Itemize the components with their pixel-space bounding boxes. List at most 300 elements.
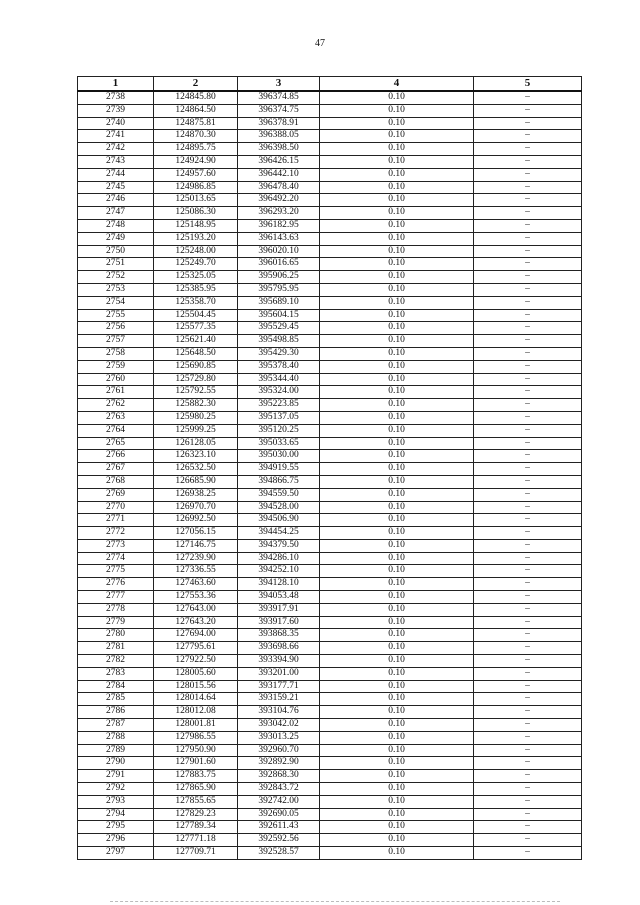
- x-coordinate-cell: 125248.00: [154, 245, 238, 258]
- table-row: [78, 655, 582, 668]
- note-cell: –: [474, 181, 582, 194]
- note-cell: –: [474, 552, 582, 565]
- accuracy-cell: 0.10: [320, 130, 474, 143]
- x-coordinate-cell: 127643.20: [154, 616, 238, 629]
- note-cell: –: [474, 501, 582, 514]
- accuracy-cell: 0.10: [320, 155, 474, 168]
- accuracy-cell: 0.10: [320, 693, 474, 706]
- x-coordinate-cell: 126938.25: [154, 488, 238, 501]
- point-number-cell: 2768: [78, 475, 154, 488]
- point-number-cell: 2749: [78, 232, 154, 245]
- x-coordinate-cell: 126685.90: [154, 475, 238, 488]
- point-number-cell: 2790: [78, 757, 154, 770]
- point-number-cell: 2769: [78, 488, 154, 501]
- note-cell: –: [474, 296, 582, 309]
- table-row: [78, 501, 582, 514]
- table-row: [78, 565, 582, 578]
- x-coordinate-cell: 127056.15: [154, 527, 238, 540]
- accuracy-cell: 0.10: [320, 655, 474, 668]
- point-number-cell: 2779: [78, 616, 154, 629]
- y-coordinate-cell: 396020.10: [238, 245, 320, 258]
- note-cell: –: [474, 450, 582, 463]
- note-cell: –: [474, 219, 582, 232]
- table-row: [78, 411, 582, 424]
- table-row: [78, 808, 582, 821]
- x-coordinate-cell: 124864.50: [154, 104, 238, 117]
- point-number-cell: 2773: [78, 539, 154, 552]
- note-cell: –: [474, 770, 582, 783]
- point-number-cell: 2741: [78, 130, 154, 143]
- y-coordinate-cell: 392528.57: [238, 847, 320, 860]
- y-coordinate-cell: 395529.45: [238, 322, 320, 335]
- note-cell: –: [474, 335, 582, 348]
- point-number-cell: 2759: [78, 360, 154, 373]
- table-row: [78, 578, 582, 591]
- y-coordinate-cell: 392892.90: [238, 757, 320, 770]
- accuracy-cell: 0.10: [320, 322, 474, 335]
- accuracy-cell: 0.10: [320, 181, 474, 194]
- y-coordinate-cell: 395344.40: [238, 373, 320, 386]
- y-coordinate-cell: 396182.95: [238, 219, 320, 232]
- note-cell: –: [474, 757, 582, 770]
- table-row: [78, 527, 582, 540]
- accuracy-cell: 0.10: [320, 437, 474, 450]
- y-coordinate-cell: 393159.21: [238, 693, 320, 706]
- x-coordinate-cell: 125999.25: [154, 424, 238, 437]
- x-coordinate-cell: 127694.00: [154, 629, 238, 642]
- note-cell: –: [474, 527, 582, 540]
- accuracy-cell: 0.10: [320, 642, 474, 655]
- accuracy-cell: 0.10: [320, 194, 474, 207]
- y-coordinate-cell: 395030.00: [238, 450, 320, 463]
- point-number-cell: 2783: [78, 667, 154, 680]
- accuracy-cell: 0.10: [320, 501, 474, 514]
- y-coordinate-cell: 393201.00: [238, 667, 320, 680]
- y-coordinate-cell: 395120.25: [238, 424, 320, 437]
- y-coordinate-cell: 396293.20: [238, 207, 320, 220]
- note-cell: –: [474, 399, 582, 412]
- point-number-cell: 2754: [78, 296, 154, 309]
- note-cell: –: [474, 655, 582, 668]
- accuracy-cell: 0.10: [320, 309, 474, 322]
- table-row: [78, 219, 582, 232]
- table-row: [78, 552, 582, 565]
- x-coordinate-cell: 125325.05: [154, 271, 238, 284]
- x-coordinate-cell: 128001.81: [154, 719, 238, 732]
- accuracy-cell: 0.10: [320, 527, 474, 540]
- x-coordinate-cell: 127771.18: [154, 834, 238, 847]
- table-row: [78, 719, 582, 732]
- note-cell: –: [474, 322, 582, 335]
- table-row: [78, 744, 582, 757]
- accuracy-cell: 0.10: [320, 232, 474, 245]
- x-coordinate-cell: 125148.95: [154, 219, 238, 232]
- point-number-cell: 2763: [78, 411, 154, 424]
- table-row: [78, 450, 582, 463]
- point-number-cell: 2750: [78, 245, 154, 258]
- note-cell: –: [474, 117, 582, 130]
- x-coordinate-cell: 127865.90: [154, 783, 238, 796]
- y-coordinate-cell: 396426.15: [238, 155, 320, 168]
- table-row: [78, 296, 582, 309]
- accuracy-cell: 0.10: [320, 565, 474, 578]
- note-cell: –: [474, 347, 582, 360]
- note-cell: –: [474, 808, 582, 821]
- point-number-cell: 2744: [78, 168, 154, 181]
- y-coordinate-cell: 392592.56: [238, 834, 320, 847]
- table-row: [78, 335, 582, 348]
- table-row: [78, 437, 582, 450]
- accuracy-cell: 0.10: [320, 91, 474, 104]
- x-coordinate-cell: 127789.34: [154, 821, 238, 834]
- point-number-cell: 2746: [78, 194, 154, 207]
- note-cell: –: [474, 565, 582, 578]
- accuracy-cell: 0.10: [320, 616, 474, 629]
- accuracy-cell: 0.10: [320, 335, 474, 348]
- accuracy-cell: 0.10: [320, 283, 474, 296]
- point-number-cell: 2774: [78, 552, 154, 565]
- x-coordinate-cell: 127883.75: [154, 770, 238, 783]
- point-number-cell: 2766: [78, 450, 154, 463]
- accuracy-cell: 0.10: [320, 744, 474, 757]
- point-number-cell: 2743: [78, 155, 154, 168]
- x-coordinate-cell: 126992.50: [154, 514, 238, 527]
- note-cell: –: [474, 168, 582, 181]
- note-cell: –: [474, 232, 582, 245]
- accuracy-cell: 0.10: [320, 706, 474, 719]
- point-number-cell: 2796: [78, 834, 154, 847]
- point-number-cell: 2788: [78, 731, 154, 744]
- x-coordinate-cell: 125504.45: [154, 309, 238, 322]
- y-coordinate-cell: 395033.65: [238, 437, 320, 450]
- y-coordinate-cell: 395137.05: [238, 411, 320, 424]
- note-cell: –: [474, 514, 582, 527]
- accuracy-cell: 0.10: [320, 245, 474, 258]
- accuracy-cell: 0.10: [320, 450, 474, 463]
- point-number-cell: 2764: [78, 424, 154, 437]
- x-coordinate-cell: 125193.20: [154, 232, 238, 245]
- x-coordinate-cell: 127146.75: [154, 539, 238, 552]
- y-coordinate-cell: 394528.00: [238, 501, 320, 514]
- x-coordinate-cell: 124870.30: [154, 130, 238, 143]
- note-cell: –: [474, 680, 582, 693]
- table-row: [78, 168, 582, 181]
- accuracy-cell: 0.10: [320, 258, 474, 271]
- x-coordinate-cell: 126970.70: [154, 501, 238, 514]
- table-row: [78, 232, 582, 245]
- accuracy-cell: 0.10: [320, 808, 474, 821]
- y-coordinate-cell: 395906.25: [238, 271, 320, 284]
- x-coordinate-cell: 125086.30: [154, 207, 238, 220]
- point-number-cell: 2761: [78, 386, 154, 399]
- y-coordinate-cell: 393177.71: [238, 680, 320, 693]
- point-number-cell: 2753: [78, 283, 154, 296]
- y-coordinate-cell: 394379.50: [238, 539, 320, 552]
- note-cell: –: [474, 706, 582, 719]
- y-coordinate-cell: 393104.76: [238, 706, 320, 719]
- note-cell: –: [474, 578, 582, 591]
- point-number-cell: 2752: [78, 271, 154, 284]
- table-row: [78, 130, 582, 143]
- y-coordinate-cell: 395429.30: [238, 347, 320, 360]
- table-row: [78, 642, 582, 655]
- accuracy-cell: 0.10: [320, 117, 474, 130]
- y-coordinate-cell: 393868.35: [238, 629, 320, 642]
- note-cell: –: [474, 642, 582, 655]
- table-row: [78, 207, 582, 220]
- accuracy-cell: 0.10: [320, 373, 474, 386]
- accuracy-cell: 0.10: [320, 207, 474, 220]
- point-number-cell: 2777: [78, 591, 154, 604]
- table-row: [78, 309, 582, 322]
- note-cell: –: [474, 847, 582, 860]
- note-cell: –: [474, 667, 582, 680]
- x-coordinate-cell: 125729.80: [154, 373, 238, 386]
- note-cell: –: [474, 463, 582, 476]
- point-number-cell: 2782: [78, 655, 154, 668]
- x-coordinate-cell: 126128.05: [154, 437, 238, 450]
- x-coordinate-cell: 124924.90: [154, 155, 238, 168]
- y-coordinate-cell: 395795.95: [238, 283, 320, 296]
- x-coordinate-cell: 128014.64: [154, 693, 238, 706]
- accuracy-cell: 0.10: [320, 783, 474, 796]
- y-coordinate-cell: 393698.66: [238, 642, 320, 655]
- point-number-cell: 2791: [78, 770, 154, 783]
- table-row: [78, 117, 582, 130]
- point-number-cell: 2770: [78, 501, 154, 514]
- note-cell: –: [474, 143, 582, 156]
- table-row: [78, 847, 582, 860]
- accuracy-cell: 0.10: [320, 296, 474, 309]
- y-coordinate-cell: 396398.50: [238, 143, 320, 156]
- accuracy-cell: 0.10: [320, 834, 474, 847]
- table-row: [78, 757, 582, 770]
- y-coordinate-cell: 395604.15: [238, 309, 320, 322]
- point-number-cell: 2772: [78, 527, 154, 540]
- point-number-cell: 2787: [78, 719, 154, 732]
- table-row: [78, 424, 582, 437]
- y-coordinate-cell: 395324.00: [238, 386, 320, 399]
- x-coordinate-cell: 127829.23: [154, 808, 238, 821]
- x-coordinate-cell: 125980.25: [154, 411, 238, 424]
- x-coordinate-cell: 125358.70: [154, 296, 238, 309]
- point-number-cell: 2740: [78, 117, 154, 130]
- x-coordinate-cell: 127463.60: [154, 578, 238, 591]
- note-cell: –: [474, 731, 582, 744]
- point-number-cell: 2785: [78, 693, 154, 706]
- point-number-cell: 2781: [78, 642, 154, 655]
- table-row: [78, 488, 582, 501]
- table-row: [78, 693, 582, 706]
- point-number-cell: 2792: [78, 783, 154, 796]
- table-row: [78, 194, 582, 207]
- point-number-cell: 2757: [78, 335, 154, 348]
- y-coordinate-cell: 396478.40: [238, 181, 320, 194]
- y-coordinate-cell: 393042.02: [238, 719, 320, 732]
- x-coordinate-cell: 127901.60: [154, 757, 238, 770]
- note-cell: –: [474, 245, 582, 258]
- note-cell: –: [474, 373, 582, 386]
- column-header-2: 2: [154, 77, 238, 92]
- note-cell: –: [474, 603, 582, 616]
- table-row: [78, 104, 582, 117]
- table-row: [78, 591, 582, 604]
- accuracy-cell: 0.10: [320, 847, 474, 860]
- table-row: [78, 91, 582, 104]
- x-coordinate-cell: 127336.55: [154, 565, 238, 578]
- table-row: [78, 271, 582, 284]
- note-cell: –: [474, 437, 582, 450]
- x-coordinate-cell: 125792.55: [154, 386, 238, 399]
- note-cell: –: [474, 821, 582, 834]
- point-number-cell: 2786: [78, 706, 154, 719]
- table-row: [78, 143, 582, 156]
- x-coordinate-cell: 125882.30: [154, 399, 238, 412]
- accuracy-cell: 0.10: [320, 386, 474, 399]
- note-cell: –: [474, 104, 582, 117]
- note-cell: –: [474, 539, 582, 552]
- y-coordinate-cell: 393013.25: [238, 731, 320, 744]
- point-number-cell: 2762: [78, 399, 154, 412]
- x-coordinate-cell: 128015.56: [154, 680, 238, 693]
- accuracy-cell: 0.10: [320, 591, 474, 604]
- y-coordinate-cell: 394919.55: [238, 463, 320, 476]
- point-number-cell: 2745: [78, 181, 154, 194]
- x-coordinate-cell: 127986.55: [154, 731, 238, 744]
- point-number-cell: 2778: [78, 603, 154, 616]
- table-row: [78, 514, 582, 527]
- y-coordinate-cell: 392742.00: [238, 795, 320, 808]
- point-number-cell: 2789: [78, 744, 154, 757]
- y-coordinate-cell: 396374.85: [238, 91, 320, 104]
- note-cell: –: [474, 591, 582, 604]
- table-row: [78, 539, 582, 552]
- accuracy-cell: 0.10: [320, 821, 474, 834]
- x-coordinate-cell: 125385.95: [154, 283, 238, 296]
- accuracy-cell: 0.10: [320, 680, 474, 693]
- table-row: [78, 616, 582, 629]
- accuracy-cell: 0.10: [320, 488, 474, 501]
- table-row: [78, 706, 582, 719]
- y-coordinate-cell: 395498.85: [238, 335, 320, 348]
- table-row: [78, 245, 582, 258]
- accuracy-cell: 0.10: [320, 219, 474, 232]
- x-coordinate-cell: 124875.81: [154, 117, 238, 130]
- x-coordinate-cell: 124845.80: [154, 91, 238, 104]
- note-cell: –: [474, 360, 582, 373]
- table-row: [78, 667, 582, 680]
- table-row: [78, 155, 582, 168]
- x-coordinate-cell: 127643.00: [154, 603, 238, 616]
- point-number-cell: 2765: [78, 437, 154, 450]
- table-row: [78, 181, 582, 194]
- y-coordinate-cell: 392611.43: [238, 821, 320, 834]
- x-coordinate-cell: 125690.85: [154, 360, 238, 373]
- point-number-cell: 2775: [78, 565, 154, 578]
- x-coordinate-cell: 127709.71: [154, 847, 238, 860]
- note-cell: –: [474, 719, 582, 732]
- note-cell: –: [474, 194, 582, 207]
- accuracy-cell: 0.10: [320, 603, 474, 616]
- y-coordinate-cell: 396016.65: [238, 258, 320, 271]
- point-number-cell: 2797: [78, 847, 154, 860]
- point-number-cell: 2739: [78, 104, 154, 117]
- y-coordinate-cell: 393394.90: [238, 655, 320, 668]
- accuracy-cell: 0.10: [320, 667, 474, 680]
- y-coordinate-cell: 396492.20: [238, 194, 320, 207]
- y-coordinate-cell: 396143.63: [238, 232, 320, 245]
- accuracy-cell: 0.10: [320, 552, 474, 565]
- y-coordinate-cell: 394454.25: [238, 527, 320, 540]
- note-cell: –: [474, 155, 582, 168]
- note-cell: –: [474, 616, 582, 629]
- x-coordinate-cell: 125013.65: [154, 194, 238, 207]
- table-row: [78, 258, 582, 271]
- table-row: [78, 770, 582, 783]
- point-number-cell: 2793: [78, 795, 154, 808]
- column-header-1: 1: [78, 77, 154, 92]
- column-header-5: 5: [474, 77, 582, 92]
- accuracy-cell: 0.10: [320, 424, 474, 437]
- table-row: [78, 322, 582, 335]
- y-coordinate-cell: 392868.30: [238, 770, 320, 783]
- table-row: [78, 731, 582, 744]
- y-coordinate-cell: 394053.48: [238, 591, 320, 604]
- x-coordinate-cell: 124957.60: [154, 168, 238, 181]
- x-coordinate-cell: 125249.70: [154, 258, 238, 271]
- accuracy-cell: 0.10: [320, 539, 474, 552]
- point-number-cell: 2756: [78, 322, 154, 335]
- note-cell: –: [474, 834, 582, 847]
- footer-divider: [110, 901, 560, 903]
- y-coordinate-cell: 394866.75: [238, 475, 320, 488]
- x-coordinate-cell: 127553.36: [154, 591, 238, 604]
- table-row: [78, 821, 582, 834]
- note-cell: –: [474, 271, 582, 284]
- y-coordinate-cell: 392960.70: [238, 744, 320, 757]
- note-cell: –: [474, 386, 582, 399]
- accuracy-cell: 0.10: [320, 719, 474, 732]
- column-header-4: 4: [320, 77, 474, 92]
- x-coordinate-cell: 127855.65: [154, 795, 238, 808]
- table-row: [78, 475, 582, 488]
- note-cell: –: [474, 130, 582, 143]
- accuracy-cell: 0.10: [320, 143, 474, 156]
- accuracy-cell: 0.10: [320, 104, 474, 117]
- point-number-cell: 2758: [78, 347, 154, 360]
- x-coordinate-cell: 124895.75: [154, 143, 238, 156]
- note-cell: –: [474, 475, 582, 488]
- note-cell: –: [474, 693, 582, 706]
- y-coordinate-cell: 396388.05: [238, 130, 320, 143]
- table-row: [78, 795, 582, 808]
- y-coordinate-cell: 394506.90: [238, 514, 320, 527]
- point-number-cell: 2794: [78, 808, 154, 821]
- y-coordinate-cell: 396378.91: [238, 117, 320, 130]
- note-cell: –: [474, 744, 582, 757]
- point-number-cell: 2760: [78, 373, 154, 386]
- accuracy-cell: 0.10: [320, 463, 474, 476]
- table-row: [78, 347, 582, 360]
- point-number-cell: 2755: [78, 309, 154, 322]
- column-header-3: 3: [238, 77, 320, 92]
- x-coordinate-cell: 124986.85: [154, 181, 238, 194]
- table-row: [78, 783, 582, 796]
- coordinates-table: [77, 76, 582, 860]
- x-coordinate-cell: 125648.50: [154, 347, 238, 360]
- accuracy-cell: 0.10: [320, 399, 474, 412]
- point-number-cell: 2771: [78, 514, 154, 527]
